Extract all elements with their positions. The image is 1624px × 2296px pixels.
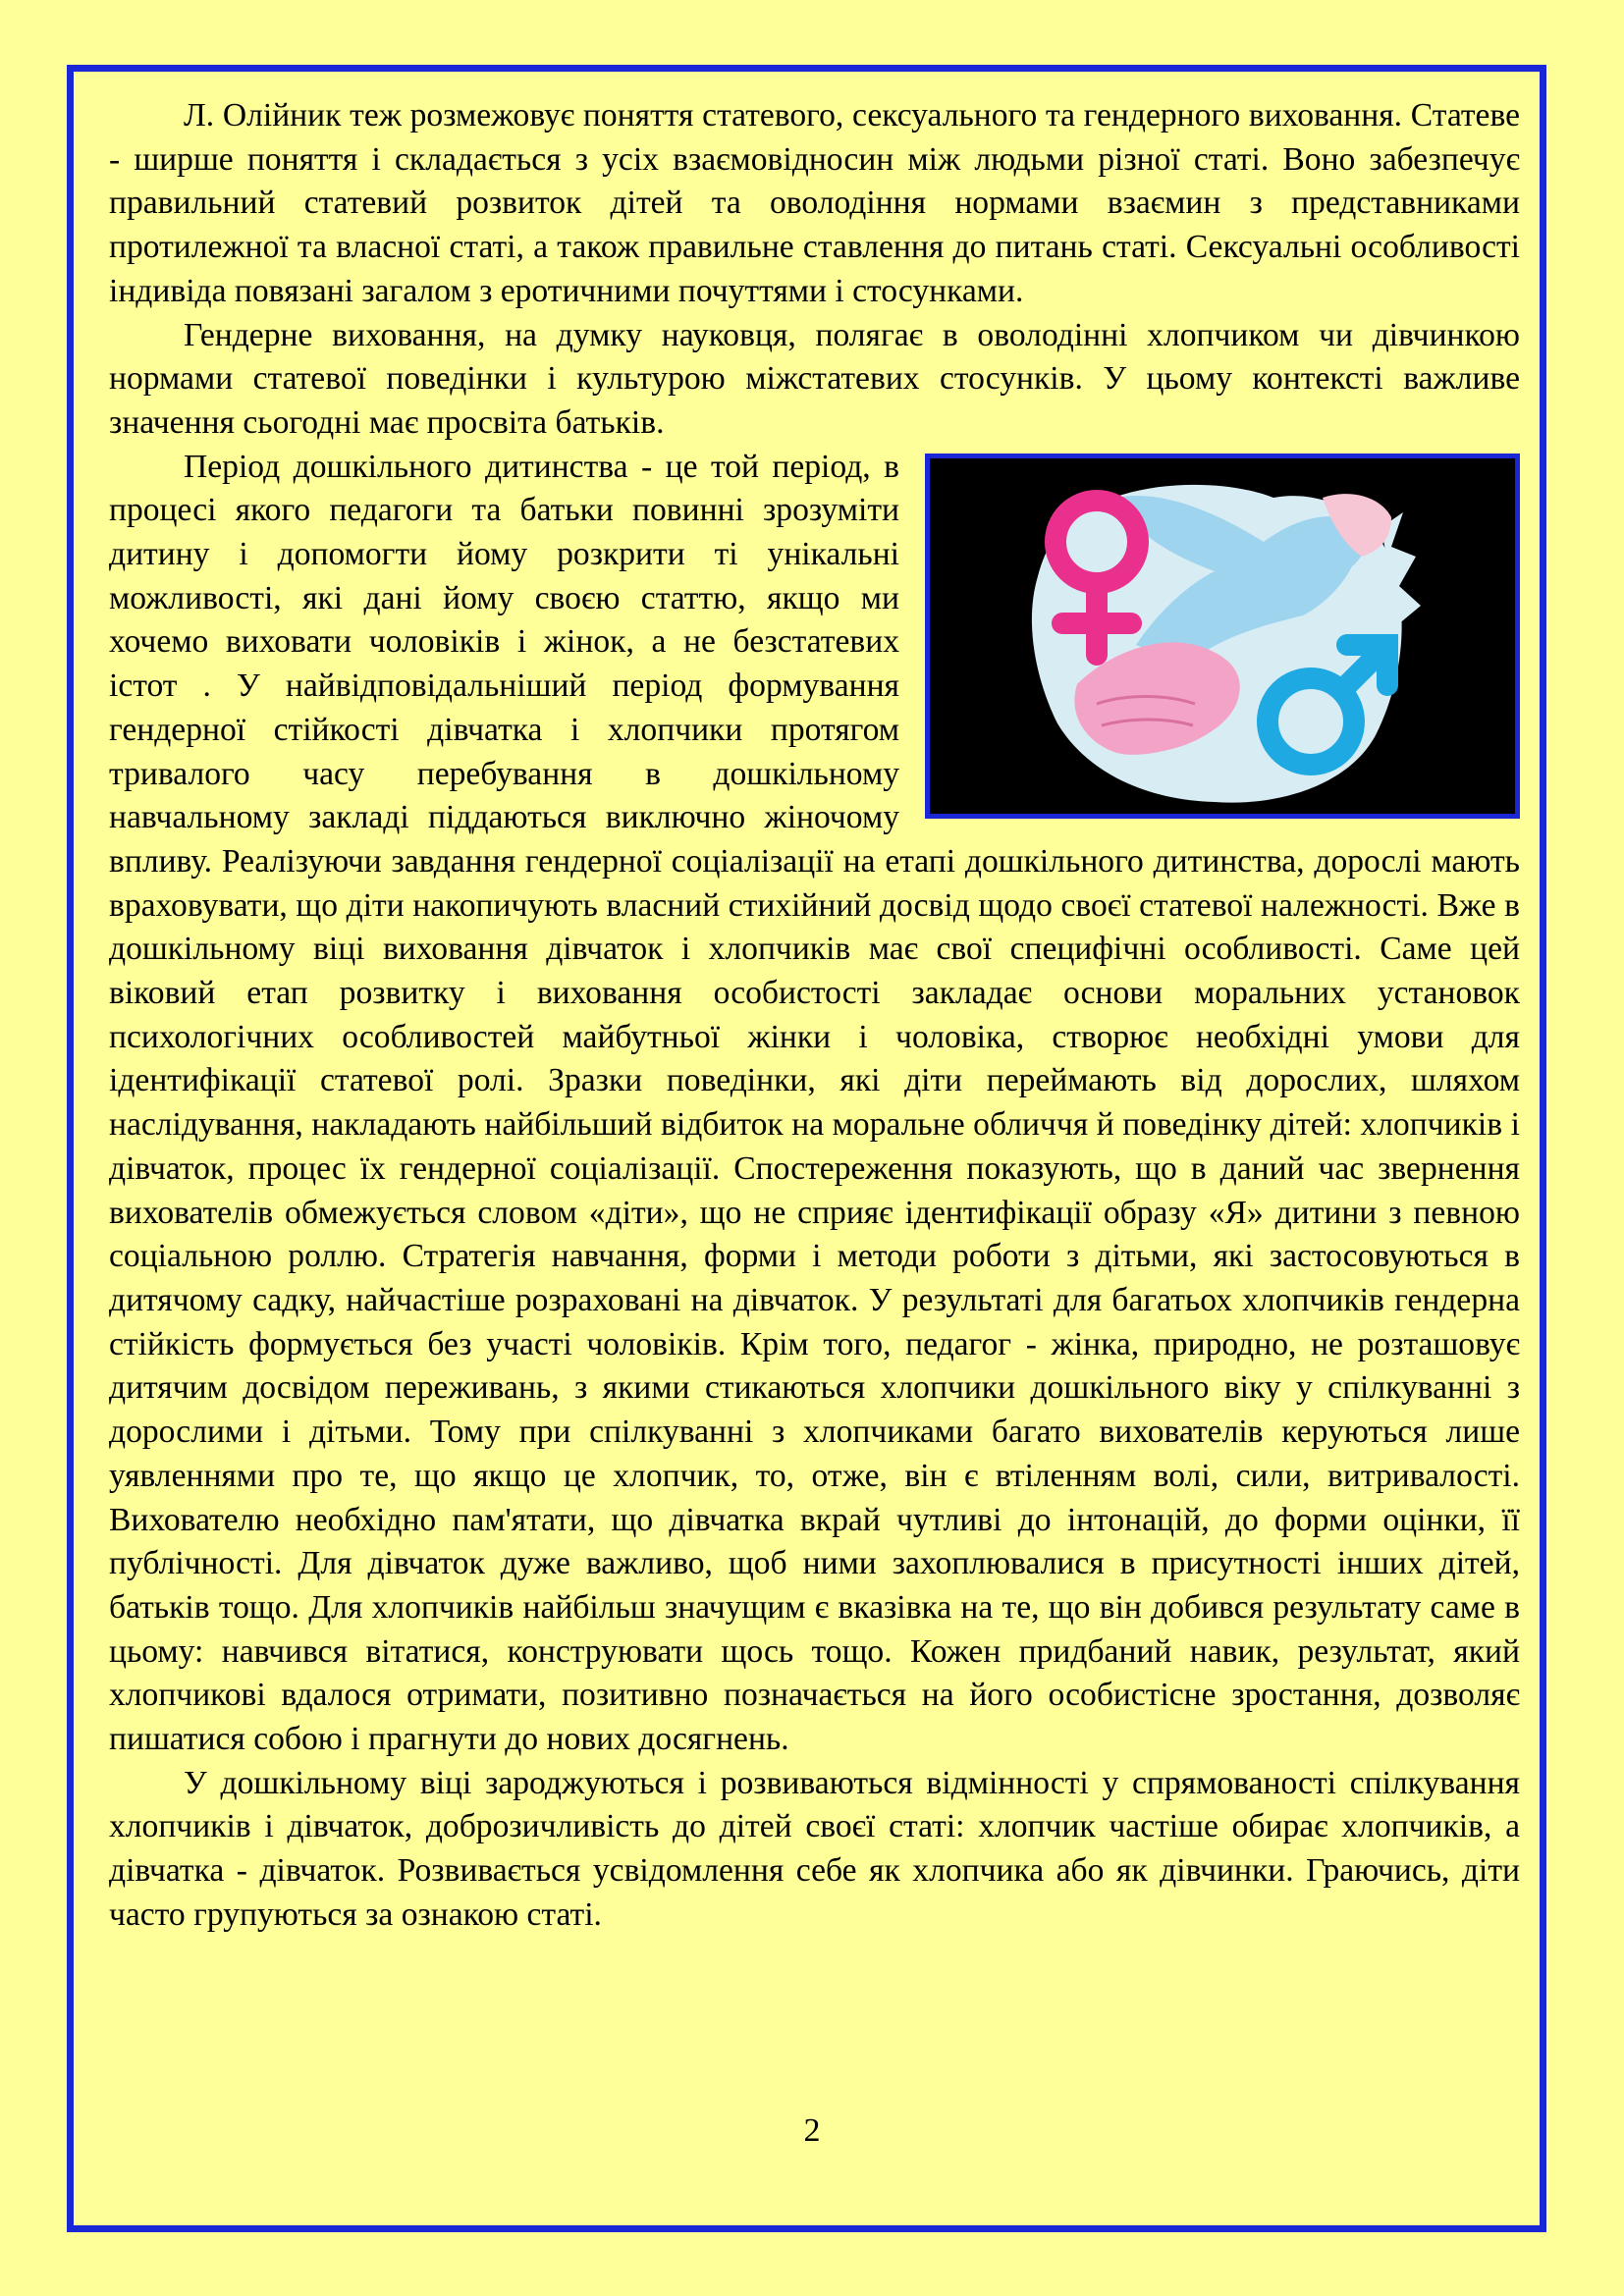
gender-handshake-illustration bbox=[925, 454, 1520, 819]
paragraph-3: Період дошкільного дитинства - це той період, в процесі якого педагоги та батьки повинні зрозуміти дитину і допомогти йому розкрити ті унікальні можливості, які дані йому своєю статтю, якщо ми хочемо виховати чоловіків і жінок, а не безстатевих істот . У найвідповідальніший період формування гендерної стійкості дівчатка і хлопчики протягом тривалого часу перебування в дошкільному навчальному закладі піддаються виключно жіночому впливу. Реалізуючи завдання гендерної соціалізації на етапі дошкільного дитинства, дорослі мають враховувати, що діти накопичують власний стихійний досвід щодо своєї статевої належності. Вже в дошкільному віці виховання дівчаток і хлопчиків має свої специфічні особливості. Саме цей віковий етап розвитку і виховання особистості закладає основи моральних установок психологічних особливостей майбутньої жінки і чоловіка, створює необхідні умови для ідентифікації статевої ролі. Зразки поведінки, які діти переймають від дорослих, шляхом наслідування, накладають найбільший відбиток на моральне обличчя й поведінку дітей: хлопчиків і дівчаток, процес їх гендерної соціалізації. Спостереження показують, що в даний час звернення вихователів обмежується словом «діти», що не сприяє ідентифікації образу «Я» дитини з певною соціальною роллю. Стратегія навчання, форми і методи роботи з дітьми, які застосовуються в дитячому садку, найчастіше розраховані на дівчаток. У результаті для багатьох хлопчиків гендерна стійкість формується без участі чоловіків. Крім того, педагог - жінка, природно, не розташовує дитячим досвідом переживань, з якими стикаються хлопчики дошкільного віку у спілкуванні з дорослими і дітьми. Тому при спілкуванні з хлопчиками багато вихователів керуються лише уявленнями про те, що якщо це хлопчик, то, отже, він є втіленням волі, сили, витривалості. Вихователю необхідно пам'ятати, що дівчатка вкрай чутливі до інтонацій, до форми оцінки, її публічності. Для дівчаток дуже важливо, щоб ними захоплювалися в присутності інших дітей, батьків тощо. Для хлопчиків найбільш значущим є вказівка на те, що він добився результату саме в цьому: навчився вітатися, конструювати щось тощо. Кожен придбаний навик, результат, який хлопчикові вдалося отримати, позитивно позначається на його особистісне зростання, дозволяє пишатися собою і прагнути до нових досягнень. bbox=[109, 448, 1520, 1758]
paragraph-4: У дошкільному віці зароджуються і розвиваються відмінності у спрямованості спілкування хлопчиків і дівчаток, доброзичливість до дітей своєї статі: хлопчик частіше обирає хлопчиків, а дівчатка - дівчаток. Розвивається усвідомлення себе як хлопчика або як дівчинки. Граючись, діти часто групуються за ознакою статі. bbox=[109, 1764, 1520, 1933]
gender-symbols-handshake-icon bbox=[930, 458, 1515, 814]
paragraph-1: Л. Олійник теж розмежовує поняття статевого, сексуального та гендерного виховання. Статеве - ширше поняття і складається з усіх взаємовідносин між людьми різної статі. Воно забезпечує правильний статевий розвиток дітей та оволодіння нормами взаємин з представниками протилежної та власної статі, а також правильне ставлення до питань статі. Сексуальні особливості індивіда повязані загалом з еротичними почуттями і стосунками. bbox=[109, 97, 1520, 309]
paragraph-2: Гендерне виховання, на думку науковця, полягає в оволодінні хлопчиком чи дівчинкою нормами статевої поведінки і культурою міжстатевих стосунків. У цьому контексті важливе значення сьогодні має просвіта батьків. bbox=[109, 316, 1520, 441]
article-body bbox=[109, 94, 1520, 1938]
page-number: 2 bbox=[803, 2112, 821, 2149]
